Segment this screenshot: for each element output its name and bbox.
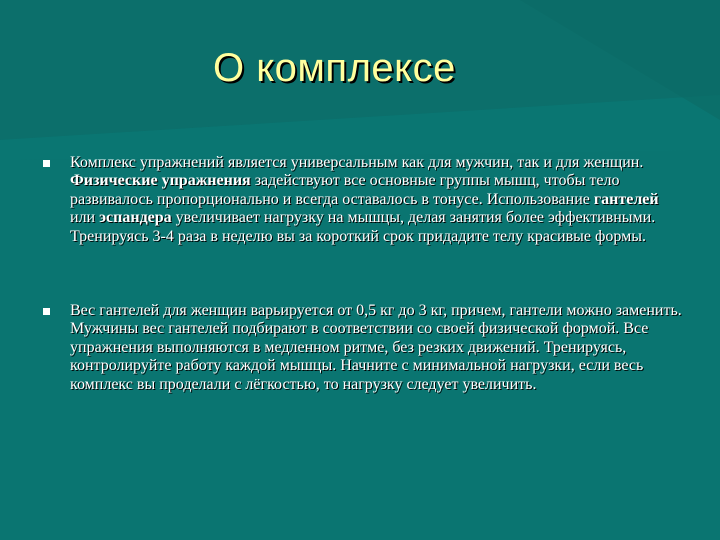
bullet-square-icon bbox=[43, 160, 50, 167]
bullet-text-part: Вес гантелей для женщин варьируется от 0,5 кг до 3 кг, причем, гантели можно заменить. Мужчины вес гантелей подбирают в соответствии со своей физической формой. Все упражнения выполняются в медленном ритме, без резких движений. Тренируясь, контролируйте работу каждой мышцы. Начните с минимальной нагрузки, если весь комплекс вы проделали с лёгкостью, то нагрузку следует увеличить. bbox=[70, 302, 682, 393]
bullet-text-part: увеличивает нагрузку на мышцы, делая занятия более эффективными. Тренируясь 3-4 раза в неделю вы за короткий срок придадите телу красивые формы. bbox=[70, 209, 656, 245]
bullet-square-icon bbox=[43, 308, 50, 315]
bullet-text bbox=[70, 154, 683, 246]
bullet-text bbox=[70, 302, 683, 394]
bullet-text-part: задействуют все основные группы мышц, чтобы тело развивалось пропорционально и всегда оставалось в тонусе. Использование bbox=[70, 172, 620, 208]
bullet-text-bold: Физические упражнения bbox=[70, 172, 251, 190]
bullet-text-bold: эспандера bbox=[99, 209, 172, 227]
bullet-text-part: Комплекс упражнений является универсальным как для мужчин, так и для женщин. bbox=[70, 154, 644, 171]
slide-title: О комплексе bbox=[213, 46, 456, 90]
bullet-text-bold: гантелей bbox=[593, 190, 659, 208]
bullet-item bbox=[43, 154, 683, 246]
bullet-text-part: или bbox=[70, 209, 100, 227]
bullet-item bbox=[43, 302, 683, 394]
